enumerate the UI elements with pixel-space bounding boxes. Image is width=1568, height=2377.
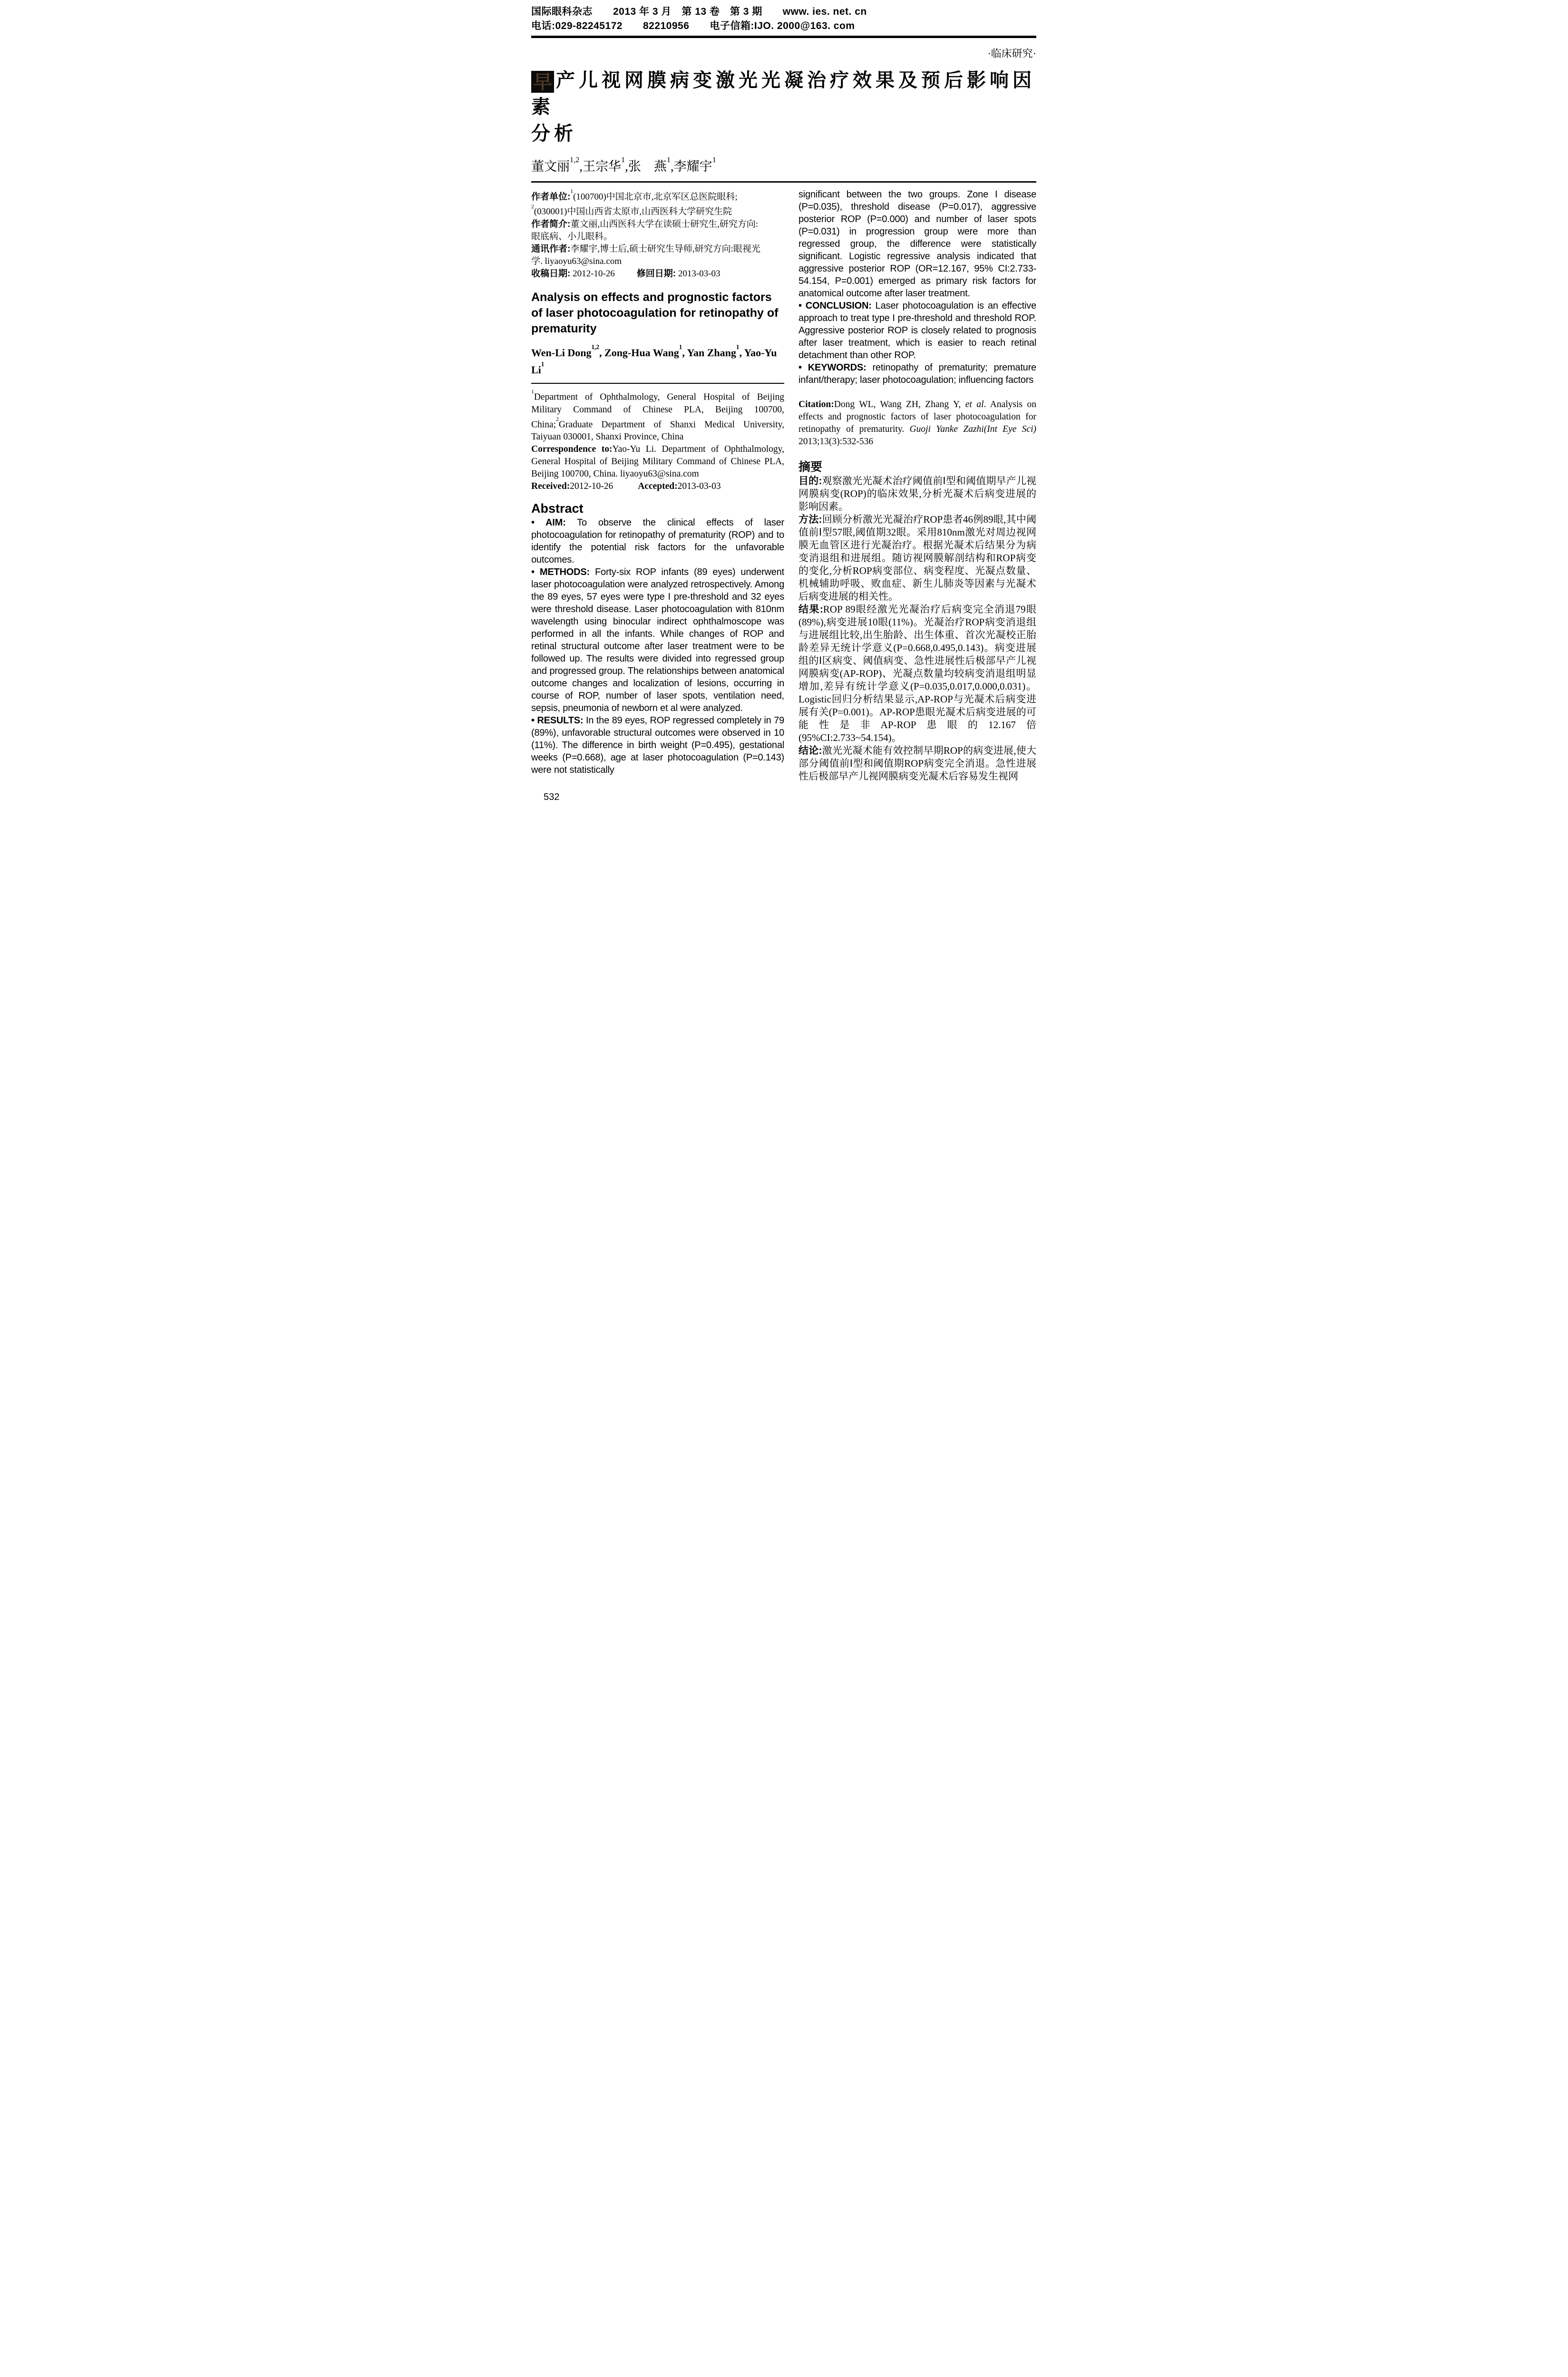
abstract-cn-methods: 方法:回顾分析激光光凝治疗ROP患者46例89眼,其中阈值前Ⅰ型57眼,阈值期32眼。采用810nm激光对周边视网膜无血管区进行光凝治疗。根据光凝术后结果分为病变消退组和进展组。随访视网膜解剖结构和ROP病变的变化,分析ROP病变部位、病变程度、光凝点数量、机械辅助呼吸、败血症、新生儿肺炎等因素与光凝术后病变进展的相关性。	[799, 514, 1036, 602]
title-dropcap: 早	[531, 71, 554, 93]
page-number: 532	[544, 792, 560, 802]
citation: Citation:Dong WL, Wang ZH, Zhang Y, et al. Analysis on effects and prognostic factors of laser photocoagulation for retinopathy of prematurity. Guoji Yanke Zazhi(Int Eye Sci) 2013;13(3):532-536	[799, 399, 1036, 447]
meta-line: 作者简介:董文丽,山西医科大学在读硕士研究生,研究方向:	[531, 219, 759, 229]
header-rule	[531, 36, 1036, 38]
authors-rule	[531, 181, 1036, 183]
journal-header	[531, 5, 1036, 33]
author-affiliation-cn	[531, 188, 784, 280]
author-en: , Yan Zhang$^1$	[682, 343, 740, 359]
abstract-cn-heading: 摘要	[799, 460, 823, 474]
abstract-cn-aim: 目的:观察激光光凝术治疗阈值前Ⅰ型和阈值期早产儿视网膜病变(ROP)的临床效果,分析光凝术后病变进展的影响因素。	[799, 475, 1036, 512]
correspondence: Correspondence to:Yao-Yu Li. Department of Ophthalmology, General Hospital of Beijing Military Command of Chinese PLA, Beijing 100700, China. liyaoyu63@sina.com	[531, 444, 784, 479]
journal-header-line2: 电话:029-82245172 82210956 电子信箱:IJO. 2000@163. com	[531, 20, 855, 31]
journal-header-line1: 国际眼科杂志 2013 年 3 月 第 13 卷 第 3 期 www. ies. net. cn	[531, 6, 867, 17]
journal-page	[523, 0, 1045, 802]
abstract-conclusion: • CONCLUSION: Laser photocoagulation is an effective approach to treat type I pre-threshold and threshold ROP. Aggressive posterior ROP is closely related to prognosis after laser treatment, which is easier to reach retinal detachment than other ROP.	[799, 301, 1036, 360]
authors-cn	[531, 156, 1036, 175]
two-column-body	[531, 188, 1036, 807]
authors-en	[531, 343, 784, 378]
meta-dates-line: 收稿日期: 2012-10-26 修回日期: 2013-03-03	[531, 268, 721, 279]
abstract-results: • RESULTS: In the 89 eyes, ROP regressed completely in 79 (89%), unfavorable structural outcomes were observed in 10 (11%). The difference in birth weight (P=0.495), gestational weeks (P=0.668), age at laser photocoagulation (P=0.143) were not statistically	[531, 715, 785, 776]
abstract-keywords: • KEYWORDS: retinopathy of prematurity; premature infant/therapy; laser photocoagulation; influencing factors	[799, 362, 1036, 385]
meta-line: 眼底病、小儿眼科。	[531, 231, 613, 242]
meta-line: 作者单位:$^1$(100700)中国北京市,北京军区总医院眼科;	[531, 189, 738, 202]
column-gap	[784, 188, 799, 807]
abstract-methods: • METHODS: Forty-six ROP infants (89 eyes) underwent laser photocoagulation were analyzed retrospectively. Among the 89 eyes, 57 eyes were type I pre-threshold and 32 eyes were threshold disease. Laser photocoagulation with 810nm wavelength using binocular indirect ophthalmoscope was performed in all the infants. While changes of ROP and retinal structural outcome after laser treatment were to be followed up. The results were divided into regressed group and progressed group. The relationships between anatomical outcome changes and localization of lesions, occurring in course of ROP, number of laser spots, ventilation need, sepsis, pneumonia of newborn et al were analyzed.	[531, 567, 784, 714]
article-title-line2: 分析	[531, 123, 577, 144]
author-cn: ,王宗华$^1$	[579, 155, 625, 174]
article-title	[531, 67, 1036, 147]
meta-line: $^2$(030001)中国山西省太原市,山西医科大学研究生院	[531, 204, 732, 217]
meta-line: 学. liyaoyu63@sina.com	[531, 256, 622, 266]
received-accepted: Received:2012-10-26 Accepted:2013-03-03	[531, 481, 721, 492]
left-column	[531, 188, 784, 807]
abstract-heading: Abstract	[531, 501, 584, 516]
article-title-line1	[531, 67, 1036, 120]
right-column	[799, 188, 1036, 807]
affiliation-en	[531, 389, 784, 493]
english-title: Analysis on effects and prognostic factors of laser photocoagulation for retinopathy of prematurity	[531, 290, 779, 335]
author-en: , Yao-Yu Li$^1$	[531, 346, 777, 376]
abstract-aim: • AIM: To observe the clinical effects of laser photocoagulation for retinopathy of prematurity (ROP) and to identify the potential risk factors for the unfavorable outcomes.	[531, 517, 784, 565]
author-en: Wen-Li Dong$^{1,2}$	[531, 343, 600, 359]
author-en: , Zong-Hua Wang$^1$	[599, 343, 682, 359]
abstract-cn-conclusion: 结论:激光光凝术能有效控制早期ROP的病变进展,使大部分阈值前Ⅰ型和阈值期ROP病变完全消退。急性进展性后极部早产儿视网膜病变光凝术后容易发生视网	[799, 745, 1036, 782]
author-cn: 董文丽$^{1,2}$	[531, 155, 580, 174]
author-cn: ,张 燕$^1$	[625, 155, 671, 174]
section-tag: ·临床研究·	[987, 48, 1036, 59]
author-cn: ,李耀宇$^1$	[670, 155, 716, 174]
affiliation-rule	[531, 383, 784, 384]
abstract-results-continued: significant between the two groups. Zone I disease (P=0.035), threshold disease (P=0.017), aggressive posterior ROP (P=0.000) and number of laser spots (P=0.031) in progression group were more than regressed group, the difference were statistically significant. Logistic regressive analysis indicated that aggressive posterior ROP (OR=12.167, 95% CI:2.733-54.154, P=0.001) emerged as primary risk factors for anatomical outcome after laser treatment.	[799, 189, 1036, 299]
affiliation-text: $^1$Department of Ophthalmology, General Hospital of Beijing Military Command of Chinese PLA, Beijing 100700, China;$^2$Graduate Department of Shanxi Medical University, Taiyuan 030001, Shanxi Province, China	[531, 389, 784, 442]
abstract-cn-results: 结果:ROP 89眼经激光光凝治疗后病变完全消退79眼(89%),病变进展10眼(11%)。光凝治疗ROP病变消退组与进展组比较,出生胎龄、出生体重、首次光凝校正胎龄差异无统计学意义(P=0.668,0.495,0.143)。病变进展组的Ⅰ区病变、阈值病变、急性进展性后极部早产儿视网膜病变(AP-ROP)、光凝点数量均较病变消退组明显增加,差异有统计学意义(P=0.035,0.017,0.000,0.031)。Logistic回归分析结果显示,AP-ROP与光凝术后病变进展有关(P=0.001)。AP-ROP患眼光凝术后病变进展的可能性是非AP-ROP患眼的12.167倍(95%CI:2.733~54.154)。	[799, 604, 1036, 743]
meta-line: 通讯作者:李耀宇,博士后,硕士研究生导师,研究方向:眼视光	[531, 244, 760, 254]
title-line1-text: 产儿视网膜病变激光光凝治疗效果及预后影响因素	[531, 69, 1035, 117]
